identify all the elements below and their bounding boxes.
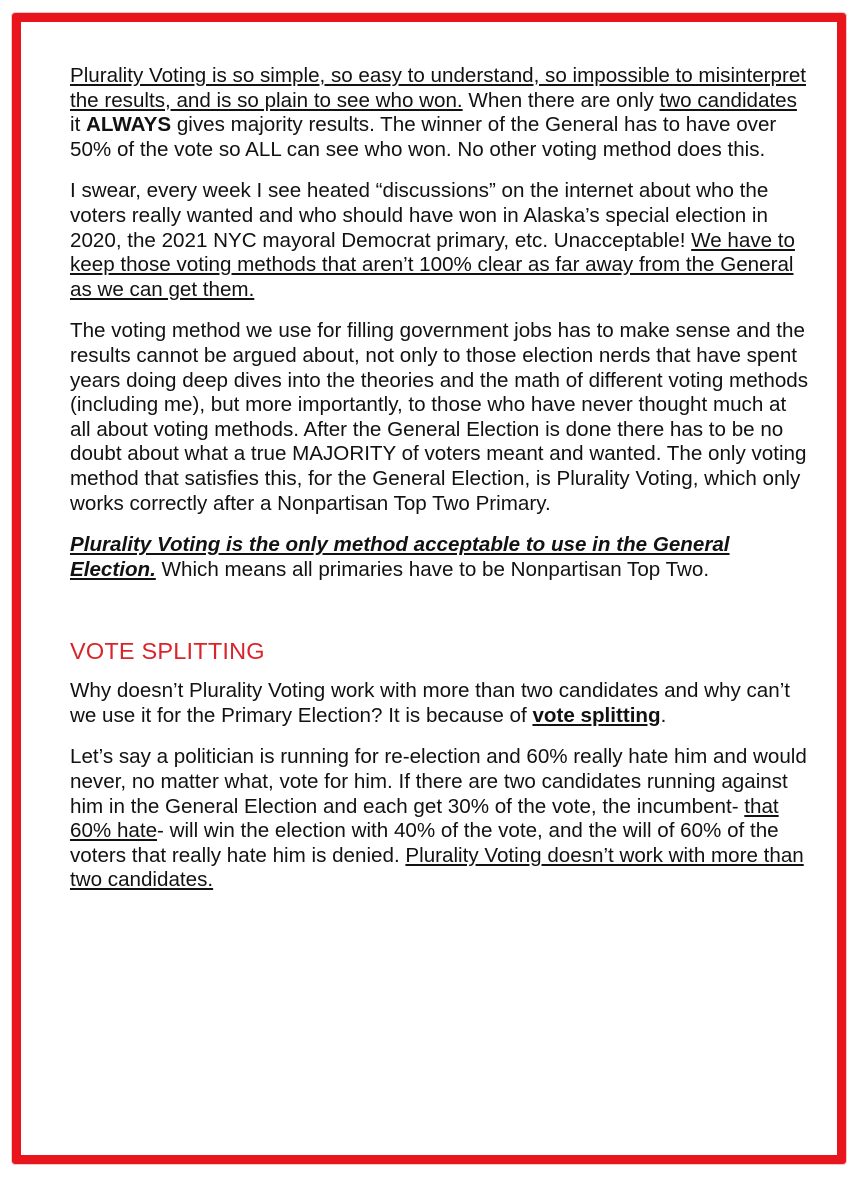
body-text: it — [70, 113, 87, 137]
underlined-text: Plurality Voting is so simple, so easy to understand, so impossible to misinterpret the results, and is so plain to see who won. — [70, 64, 806, 112]
underlined-text: two candidates — [659, 88, 797, 112]
paragraph-plurality-simple — [70, 64, 810, 162]
body-text: When there are only — [462, 88, 660, 112]
bold-text: vote splitting — [532, 703, 661, 727]
paragraph-discussions — [70, 179, 810, 302]
paragraph-example — [70, 745, 810, 893]
document-body — [70, 64, 810, 910]
bold-italic-underlined-text: Plurality Voting is the only method acceptable to use in the General Election. — [70, 533, 730, 581]
body-text: I swear, every week I see heated “discussions” on the internet about who the voters really wanted and who should have won in Alaska’s special election in 2020, the 2021 NYC mayoral Democrat primary, etc. Unacceptable! — [70, 179, 769, 252]
section-heading: VOTE SPLITTING — [70, 638, 265, 665]
body-text: Which means all primaries have to be Nonpartisan Top Two. — [155, 557, 710, 581]
underlined-text: We have to keep those voting methods that aren’t 100% clear as far away from the General as we can get them. — [70, 228, 795, 301]
body-text: The voting method we use for filling government jobs has to make sense and the results cannot be argued about, not only to those election nerds that have spent years doing deep dives into the theories and the math of different voting methods (including me), but more importantly, to those who have never thought much at all about voting methods. After the General Election is done there has to be no doubt about what a true MAJORITY of voters meant and wanted. The only voting method that satisfies this, for the General Election, is Plurality Voting, which only works correctly after a Nonpartisan Top Two Primary. — [70, 319, 809, 515]
underlined-text: Plurality Voting doesn’t work with more than two candidates. — [70, 843, 804, 892]
bold-text: ALWAYS — [86, 113, 172, 137]
body-text: . — [660, 703, 667, 727]
body-text: Why doesn’t Plurality Voting work with more than two candidates and why can’t we use it for the Primary Election? It is because of — [70, 679, 790, 727]
bold-underlined-text — [532, 704, 660, 727]
paragraph-why-not — [70, 679, 810, 728]
body-text: gives majority results. The winner of the General has to have over 50% of the vote so ALL can see who won. No other voting method does this. — [70, 113, 777, 161]
body-text: - will win the election with 40% of the vote, and the will of 60% of the voters that really hate him is denied. — [70, 819, 779, 867]
underlined-text: that 60% hate — [70, 794, 779, 843]
paragraph-only-method — [70, 533, 810, 582]
paragraph-voting-method — [70, 319, 810, 516]
body-text: Let’s say a politician is running for re-election and 60% really hate him and would never, no matter what, vote for him. If there are two candidates running against him in the General Election and each get 30% of the vote, the incumbent- — [70, 745, 807, 818]
